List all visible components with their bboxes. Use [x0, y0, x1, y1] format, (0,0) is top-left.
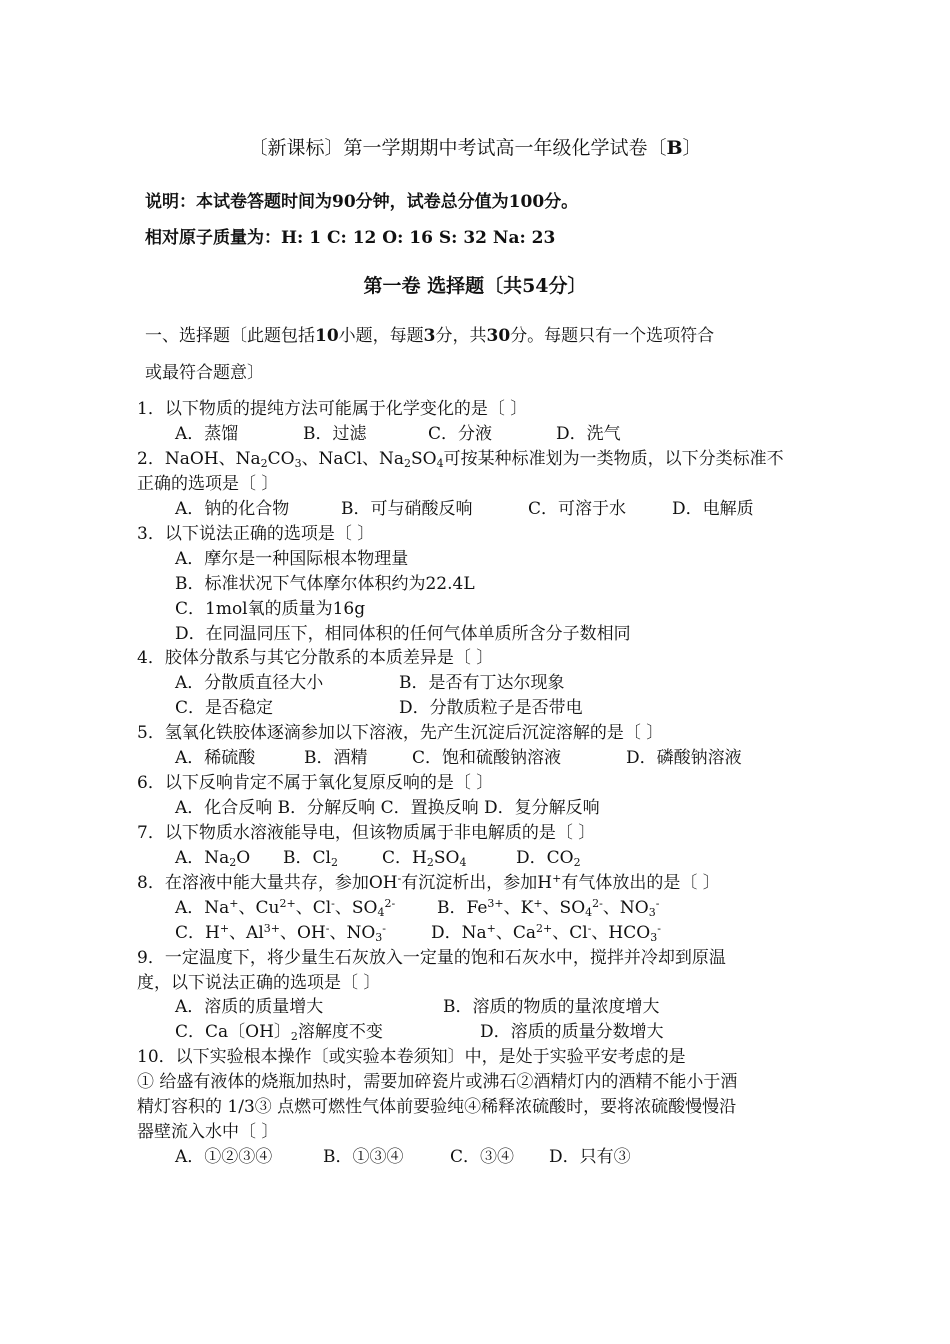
instr-a: 一、选择题〔此题包括: [145, 326, 315, 346]
q3-stem: 3．以下说法正确的选项是〔 〕: [137, 524, 375, 544]
q8-s1: 8．在溶液中能大量共存，参加OH: [137, 873, 398, 893]
q8-b4: 、SO: [542, 898, 586, 918]
q10-line-2: 精灯容积的 1/3③ 点燃可燃性气体前要验纯④稀释浓硫酸时，要将浓硫酸慢慢沿: [137, 1097, 737, 1117]
q8-c1: +: [219, 922, 230, 935]
q7-c2: 2: [426, 856, 434, 869]
q2-option-c: C．可溶于水: [528, 499, 627, 519]
q2-sub4: 4: [436, 457, 444, 470]
q9-stem-line-2: 度，以下说法正确的选项是〔 〕: [137, 973, 381, 993]
q9-options-row-1: [175, 995, 660, 1019]
q8-sup2: +: [552, 872, 562, 885]
q8-option-c: [175, 921, 431, 945]
q7-d1: D．CO: [516, 848, 574, 868]
q8-a7: 4: [377, 906, 385, 919]
q8-d1: +: [486, 922, 496, 935]
q1-option-d: D．洗气: [556, 424, 621, 444]
q2-pre: 2．NaOH、Na: [137, 449, 261, 469]
q8-b1: 3+: [487, 897, 504, 910]
q2-option-d: D．电解质: [672, 499, 754, 519]
q2-option-a: A．钠的化合物: [175, 499, 290, 519]
q9-option-d: D．溶质的质量分数增大: [480, 1022, 664, 1042]
q8-s2: 有沉淀析出，参加H: [401, 873, 553, 893]
q2-stem: [137, 447, 784, 471]
instr-b: 小题，每题: [338, 326, 424, 346]
q5-options: [175, 746, 742, 770]
q8-b7: 、NO: [602, 898, 649, 918]
exam-title: [0, 136, 950, 160]
q7-d2: 2: [573, 856, 581, 869]
exam-note: 说明：本试卷答题时间为90分钟，试卷总分值为100分。: [145, 192, 579, 212]
q3-option-b: B．标准状况下气体摩尔体积约为22.4L: [175, 574, 475, 594]
q7-a3: O: [236, 848, 251, 868]
q7-b2: 2: [330, 856, 338, 869]
q4-option-d: D．分散质粒子是否带电: [399, 698, 583, 718]
q7-options: [175, 846, 581, 870]
q4-stem: 4．胶体分散系与其它分散系的本质差异是〔 〕: [137, 648, 494, 668]
q2-sub1: 2: [260, 457, 268, 470]
q7-c3: SO: [433, 848, 460, 868]
q9-c2: 2: [290, 1030, 298, 1043]
q7-c1: C．H: [382, 848, 427, 868]
q5-option-c: C．饱和硫酸钠溶液: [412, 748, 562, 768]
q8-a5: -: [331, 897, 335, 910]
q8-b3: +: [533, 897, 543, 910]
instr-n3: 30: [486, 326, 511, 346]
q4-options-row-1: [175, 671, 565, 695]
q3-option-d: D．在同温同压下，相同体积的任何气体单质所含分子数相同: [175, 624, 631, 644]
q8-sup1: -: [397, 872, 402, 885]
title-text: 〔新课标〕第一学期期中考试高一年级化学试卷〔: [248, 137, 667, 159]
q8-c0: C．H: [175, 923, 220, 943]
q2-option-b: B．可与硝酸反响: [341, 499, 473, 519]
q8-d0: D．Na: [431, 923, 487, 943]
q9-options-row-2: [175, 1020, 664, 1044]
q9-option-b: B．溶质的物质的量浓度增大: [443, 997, 660, 1017]
instr-c: 分，共: [435, 326, 487, 346]
q10-line-1: ① 给盛有液体的烧瓶加热时，需要加碎瓷片或沸石②酒精灯内的酒精不能小于酒: [137, 1072, 738, 1092]
q8-c8: -: [382, 922, 387, 935]
q8-d3: 2+: [536, 922, 553, 935]
q8-a1: +: [229, 897, 239, 910]
instr-n1: 10: [315, 326, 339, 346]
q3-option-a: A．摩尔是一种国际根本物理量: [175, 549, 409, 569]
q1-option-a: A．蒸馏: [175, 424, 239, 444]
title-close: 〕: [682, 137, 702, 159]
q8-a4: 、Cl: [295, 898, 332, 918]
q10-options: [175, 1145, 631, 1169]
q4-option-c: C．是否稳定: [175, 698, 274, 718]
q7-b1: B．Cl: [283, 848, 331, 868]
q8-d4: 、Cl: [552, 923, 588, 943]
q8-a0: A．Na: [175, 898, 230, 918]
q8-c4: 、OH: [280, 923, 326, 943]
q6-stem: 6．以下反响肯定不属于氧化复原反响的是〔 〕: [137, 773, 494, 793]
q7-a1: A．Na: [175, 848, 230, 868]
q7-a2: 2: [229, 856, 237, 869]
q8-d6: 、HCO: [591, 923, 651, 943]
q8-a2: 、Cu: [238, 898, 280, 918]
q8-b2: 、K: [503, 898, 534, 918]
q4-option-a: A．分散质直径大小: [175, 673, 324, 693]
q8-a3: 2+: [279, 897, 296, 910]
q8-a8: 2-: [384, 897, 396, 910]
q8-b8: 3: [648, 906, 656, 919]
q8-d8: -: [657, 922, 661, 935]
q1-stem: 1．以下物质的提纯方法可能属于化学变化的是〔 〕: [137, 399, 528, 419]
q6-options: A．化合反响 B．分解反响 C．置换反响 D．复分解反响: [175, 798, 600, 818]
q2-options: [175, 497, 754, 521]
q2-sub2: 3: [294, 457, 302, 470]
q5-option-b: B．酒精: [304, 748, 368, 768]
q10-option-a: A．①②③④: [175, 1147, 273, 1167]
q2-post: 可按某种标准划为一类物质，以下分类标准不: [443, 449, 784, 469]
q8-c7: 3: [375, 931, 383, 944]
q8-c6: 、NO: [329, 923, 376, 943]
q7-option-a: [175, 846, 283, 870]
q8-d7: 3: [650, 931, 658, 944]
q7-option-d: [516, 846, 581, 870]
q2-m3: SO: [411, 449, 437, 469]
title-tag: B: [666, 137, 683, 159]
q8-a6: 、SO: [334, 898, 378, 918]
q8-b6: 2-: [592, 897, 603, 910]
q8-options-row-1: [175, 896, 659, 920]
q8-b9: -: [655, 897, 660, 910]
q8-option-b: [437, 896, 659, 920]
q8-b5: 4: [585, 906, 593, 919]
q7-stem: 7．以下物质水溶液能导电，但该物质属于非电解质的是〔 〕: [137, 823, 596, 843]
q10-option-d: D．只有③: [549, 1147, 631, 1167]
q10-stem: 10．以下实验根本操作〔或实验本卷须知〕中，是处于实验平安考虑的是: [137, 1047, 686, 1067]
q2-sub3: 2: [404, 457, 412, 470]
q2-m1: CO: [267, 449, 295, 469]
instr-d: 分。每题只有一个选项符合: [510, 326, 715, 346]
q9-option-a: A．溶质的质量增大: [175, 997, 324, 1017]
q9-stem: 9．一定温度下，将少量生石灰放入一定量的饱和石灰水中，搅拌并冷却到原温: [137, 948, 726, 968]
q8-stem: [137, 871, 720, 895]
q8-d2: 、Ca: [495, 923, 537, 943]
q9-c1: C．Ca〔OH〕: [175, 1022, 291, 1042]
q7-option-c: [382, 846, 516, 870]
q10-option-c: C．③④: [450, 1147, 515, 1167]
q8-option-a: [175, 896, 437, 920]
q1-option-b: B．过滤: [303, 424, 367, 444]
q5-option-a: A．稀硫酸: [175, 748, 256, 768]
instructions-line-1: [145, 324, 714, 348]
q4-option-b: B．是否有丁达尔现象: [399, 673, 565, 693]
q9-option-c: [175, 1020, 480, 1044]
q1-options: [175, 422, 621, 446]
q8-s3: 有气体放出的是〔 〕: [561, 873, 720, 893]
q7-c4: 4: [459, 856, 467, 869]
q10-option-b: B．①③④: [323, 1147, 404, 1167]
q8-c2: 、Al: [229, 923, 264, 943]
q8-b0: B．Fe: [437, 898, 488, 918]
q9-c3: 溶解度不变: [297, 1022, 383, 1042]
instructions-line-2: 或最符合题意〕: [145, 363, 264, 383]
q8-option-d: [431, 921, 661, 945]
q1-option-c: C．分液: [428, 424, 493, 444]
q4-options-row-2: [175, 696, 583, 720]
q3-option-c: C．1mol氧的质量为16g: [175, 599, 366, 619]
q8-d5: -: [587, 922, 592, 935]
q7-option-b: [283, 846, 382, 870]
instr-n2: 3: [423, 326, 436, 346]
q8-c3: 3+: [263, 922, 280, 935]
q5-option-d: D．磷酸钠溶液: [626, 748, 742, 768]
q2-stem-line-2: 正确的选项是〔 〕: [137, 474, 279, 494]
atomic-mass-line: 相对原子质量为：H: 1 C: 12 O: 16 S: 32 Na: 23: [145, 228, 556, 248]
q8-options-row-2: [175, 921, 661, 945]
section-title: 第一卷 选择题〔共54分〕: [363, 275, 587, 297]
q8-c5: -: [325, 922, 330, 935]
q5-stem: 5．氢氧化铁胶体逐滴参加以下溶液，先产生沉淀后沉淀溶解的是〔 〕: [137, 723, 664, 743]
q10-line-3: 器壁流入水中〔 〕: [137, 1122, 279, 1142]
q2-m2: 、NaCl、Na: [301, 449, 405, 469]
